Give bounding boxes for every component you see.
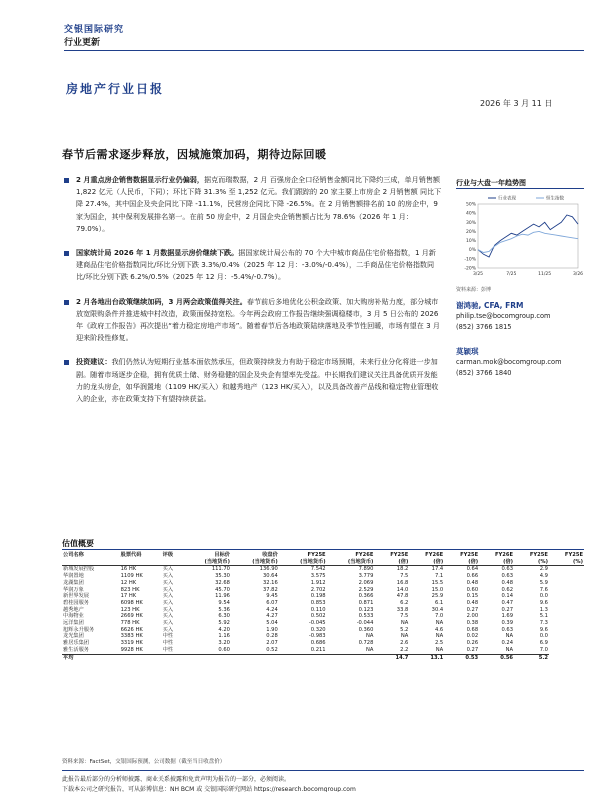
- table-cell: 7.0: [434, 613, 444, 620]
- table-header-cell: 股票代码: [120, 552, 142, 558]
- table-cell: 0.27: [466, 646, 479, 653]
- table-header-cell: 收盘价: [262, 552, 278, 558]
- table-cell: 0.211: [310, 646, 326, 653]
- table-header-cell: 评级: [162, 552, 174, 558]
- table-cell: 0.533: [358, 613, 374, 620]
- table-cell: 136.90: [259, 566, 278, 573]
- table-cell: 0.56: [479, 654, 514, 661]
- table-cell: 1.90: [266, 626, 278, 633]
- table-cell: 买入: [162, 573, 174, 580]
- table-row: [62, 600, 584, 607]
- table-cell: 0.66: [466, 573, 479, 580]
- table-cell: 1.69: [501, 613, 514, 620]
- table-cell: 6.2: [400, 599, 409, 606]
- table-cell: 3.575: [310, 573, 326, 580]
- table-cell: 0.63: [501, 566, 514, 573]
- paragraph-prices: [62, 247, 442, 284]
- table-row: [62, 587, 584, 594]
- table-cell: 中性: [162, 640, 174, 647]
- table-header-unit: (%): [514, 559, 549, 566]
- table-cell: 1.16: [218, 633, 230, 640]
- table-cell: [120, 654, 162, 661]
- table-header-unit: (倍): [374, 559, 409, 566]
- paragraph-policy: [62, 296, 442, 345]
- table-cell: NA: [365, 633, 374, 640]
- x-tick-label: 3/26: [572, 272, 584, 277]
- y-tick-label: 0%: [468, 248, 476, 254]
- table-cell: 2.069: [358, 579, 374, 586]
- table-header-cell: FY25E: [390, 552, 409, 558]
- table-cell: 16 HK: [120, 566, 137, 573]
- analyst-name: 谢鸿驰, CFA, FRM: [456, 301, 524, 310]
- table-cell: 0.110: [310, 606, 326, 613]
- table-cell: 7.0: [539, 646, 548, 653]
- x-tick-label: 3/25: [472, 272, 484, 277]
- y-tick-label: -10%: [464, 257, 476, 263]
- table-cell: 0.26: [466, 640, 479, 647]
- table-cell: [231, 654, 279, 661]
- table-cell: 7.3: [539, 620, 548, 627]
- table-cell: 2669 HK: [120, 613, 143, 620]
- table-row: [62, 580, 584, 587]
- table-cell: 9928 HK: [120, 646, 143, 653]
- table-cell: [162, 654, 184, 661]
- legend-label: 行业表现: [498, 196, 516, 202]
- table-cell: 14.7: [374, 654, 409, 661]
- table-cell: 中海物业: [63, 613, 84, 620]
- table-cell: 0.48: [466, 599, 479, 606]
- table-header-unit: (当地货币): [183, 559, 231, 566]
- table-cell: 0.24: [501, 640, 514, 647]
- table-row: [62, 566, 584, 573]
- paragraph-lead: 国家统计局 2026 年 1 月数据显示房价继续下跌。: [76, 248, 239, 258]
- table-cell: 32.16: [262, 579, 278, 586]
- table-cell: 33.8: [396, 606, 409, 613]
- table-cell: 3.779: [358, 573, 374, 580]
- paragraph-text: 据国家统计局公布的 70 个大中城市商品住宅价格指数，1 月新建商品住宅价格指数同比/环比分别下跌 3.3%/0.4%（2025 年 12 月：-3.0%/-0.4%），二手商品住宅价格指数同比/环比分别下跌 6.2%/0.5%（2025 年 12 月：-5.4%/-0.7%）。: [76, 248, 436, 282]
- table-header-unit: [162, 559, 184, 566]
- analyst-name: 莫颖琪: [456, 347, 479, 356]
- table-cell: NA: [505, 633, 514, 640]
- y-tick-label: 40%: [465, 211, 476, 217]
- table-header-unit: [120, 559, 162, 566]
- table-cell: 5.9: [539, 579, 548, 586]
- chart-title-divider: [456, 188, 584, 189]
- table-header-cell: FY26E: [355, 552, 374, 558]
- table-cell: 123 HK: [120, 606, 140, 613]
- trend-chart: [456, 192, 584, 284]
- table-cell: 15.0: [431, 586, 444, 593]
- table-row: [62, 620, 584, 627]
- table-cell: 45.70: [215, 586, 230, 593]
- table-cell: 32.68: [215, 579, 230, 586]
- table-cell: 远洋集团: [63, 620, 84, 627]
- sector-title: 房地产行业日报: [66, 82, 165, 96]
- table-cell: 0.502: [310, 613, 326, 620]
- table-header-unit: [62, 559, 120, 566]
- table-cell: 新城发展控股: [63, 566, 95, 573]
- table-row: [62, 647, 584, 654]
- table-cell: 2.2: [400, 646, 409, 653]
- table-cell: 6098 HK: [120, 599, 143, 606]
- table-cell: 47.8: [396, 593, 409, 600]
- table-cell: 中性: [162, 633, 174, 640]
- table-cell: 雅生活服务: [63, 646, 89, 653]
- table-cell: 7.5: [400, 613, 409, 620]
- table-header-cell: FY26E: [425, 552, 444, 558]
- table-cell: 龙湖集团: [63, 579, 84, 586]
- table-cell: NA: [435, 620, 444, 627]
- table-cell: 0.68: [466, 626, 479, 633]
- table-header-unit: (当地货币): [279, 559, 327, 566]
- table-cell: 0.0: [539, 593, 548, 600]
- chart-source: 资料来源：彭博: [456, 287, 492, 293]
- table-cell: 778 HK: [120, 620, 140, 627]
- table-header-unit: (当地货币): [231, 559, 279, 566]
- table-cell: 2.529: [358, 586, 374, 593]
- table-source: 资料来源：FactSet，交银国际预测，公司数据（截至当日收盘价）: [62, 759, 226, 765]
- table-cell: NA: [400, 633, 409, 640]
- y-tick-label: -20%: [464, 266, 476, 272]
- table-cell: 16.8: [396, 579, 409, 586]
- analyst-email[interactable]: carman.mok@bocomgroup.com: [456, 358, 562, 366]
- table-cell: 0.123: [358, 606, 374, 613]
- table-cell: 25.9: [431, 593, 444, 600]
- table-cell: 龙光集团: [63, 633, 84, 640]
- table-cell: 中性: [162, 646, 174, 653]
- paragraph-sales: [62, 174, 442, 235]
- bullet-icon: [64, 360, 69, 365]
- table-cell: 0.63: [501, 573, 514, 580]
- table-cell: 9.6: [539, 626, 548, 633]
- table-cell: -0.045: [308, 620, 326, 627]
- table-row: [62, 573, 584, 580]
- table-cell: 3319 HK: [120, 640, 143, 647]
- table-cell: -0.044: [356, 620, 374, 627]
- table-cell: 4.24: [266, 606, 278, 613]
- y-tick-label: 30%: [465, 220, 476, 226]
- table-cell: 9.45: [266, 593, 278, 600]
- table-divider: [62, 549, 584, 550]
- table-cell: 37.82: [262, 586, 278, 593]
- table-cell: 平均: [62, 654, 120, 661]
- legend-label: 恒生指数: [546, 196, 564, 202]
- analyst-block-1: [456, 300, 584, 333]
- table-cell: 买入: [162, 586, 174, 593]
- table-cell: 4.9: [539, 573, 548, 580]
- table-cell: 买入: [162, 620, 174, 627]
- table-cell: 7.6: [539, 586, 548, 593]
- table-row: [62, 627, 584, 634]
- paragraph-text: 我们仍然认为短期行业基本面依然承压，但政策持续发力有助于稳定市场预期，未来行业分化将进一步加剧。随着市场逐步企稳，拥有优质土储、财务稳健的国企及央企有望率先受益。中长期我们建议关注具备优质开发能力的龙头房企，如华润置地（1109 HK/买入）和越秀地产（123 HK/买入），以及具备改善产品线和稳定物业管理收入的企业，亦在政策支持下有望持续获益。: [76, 357, 439, 404]
- table-cell: 823 HK: [120, 586, 140, 593]
- table-cell: NA: [400, 620, 409, 627]
- analyst-block-2: [456, 346, 584, 379]
- table-cell: 30.4: [431, 606, 444, 613]
- table-cell: 5.1: [539, 613, 548, 620]
- table-header-cell: FY26E: [494, 552, 514, 558]
- paragraph-lead: 投资建议：: [76, 357, 112, 367]
- table-cell: 0.360: [358, 626, 374, 633]
- table-cell: [183, 654, 231, 661]
- table-cell: 3.20: [218, 640, 230, 647]
- table-cell: 9.54: [218, 599, 230, 606]
- download-line[interactable]: 下载本公司之研究报告，可从彭博信息：NH BCM 或 交银国际研究网站 https://research.bocomgroup.com: [62, 786, 356, 792]
- table-cell: 新世界发展: [63, 593, 89, 600]
- table-cell: 4.20: [218, 626, 230, 633]
- body-column: [62, 174, 442, 417]
- table-cell: 1109 HK: [120, 573, 143, 580]
- paragraph-text: 据克而瑞数据，2 月 百强房企全口径销售金额同比下降约三成，单月销售额 1,822 亿元（人民币，下同）；环比下降 31.3% 至 1,252 亿元。我们跟踪的 20 家主要上市房企 2 月销售额 同比下降 27.4%，其中国企及央企同比下降 -11.1%，民营房企同比下降 -26.5%。在 2 月销售额排名前 10 的房企中，9 家为国企，其中保利发展排名第一。在前 50 房企中，2 月国企央企销售额占比为 78.6%（2026 年 1 月： 79.0%）。: [76, 175, 442, 233]
- table-cell: 0.48: [466, 579, 479, 586]
- table-cell: 0.62: [501, 586, 514, 593]
- table-header-unit: (%): [549, 559, 584, 566]
- analyst-phone: (852) 3766 1815: [456, 323, 512, 331]
- table-cell: 5.04: [266, 620, 278, 627]
- table-header-unit: (当地货币): [327, 559, 375, 566]
- table-cell: 买入: [162, 606, 174, 613]
- header-divider: [64, 50, 584, 51]
- table-cell: NA: [505, 646, 514, 653]
- table-cell: 14.0: [396, 586, 409, 593]
- table-header-row: [62, 552, 584, 559]
- y-tick-label: 50%: [465, 202, 476, 208]
- table-row: [62, 607, 584, 614]
- table-cell: 4.6: [434, 626, 444, 633]
- table-cell: 0.15: [466, 593, 479, 600]
- table-cell: 旭辉永升服务: [63, 626, 95, 633]
- valuation-table-title: 估值概要: [62, 539, 94, 548]
- x-tick-label: 7/25: [506, 272, 517, 277]
- table-cell: 华润万象: [63, 586, 84, 593]
- table-cell: 9.6: [539, 599, 548, 606]
- table-cell: 6.9: [539, 640, 548, 647]
- analyst-phone: (852) 3766 1840: [456, 369, 512, 377]
- table-cell: 买入: [162, 613, 174, 620]
- table-cell: 18.2: [396, 566, 409, 573]
- table-cell: NA: [435, 633, 444, 640]
- table-cell: [327, 654, 375, 661]
- footer-divider: [62, 770, 584, 771]
- table-cell: 0.198: [310, 593, 326, 600]
- table-header-cell: FY25E: [307, 552, 326, 558]
- table-cell: 0.38: [466, 620, 479, 627]
- report-date: 2026 年 3 月 11 日: [480, 99, 553, 108]
- table-summary-row: [62, 654, 584, 661]
- table-cell: 7.890: [358, 566, 374, 573]
- table-cell: 5.2: [400, 626, 409, 633]
- table-header-cell: FY25E: [529, 552, 548, 558]
- headline: 春节后需求逐步释放，因城施策加码，期待边际回暖: [62, 148, 327, 161]
- paragraph-lead: 2 月重点房企销售数据显示行业仍偏弱，: [76, 175, 204, 184]
- table-header-unit: (倍): [409, 559, 444, 566]
- table-header-cell: 目标价: [214, 552, 230, 558]
- table-header-unit: (倍): [444, 559, 479, 566]
- table-row: [62, 613, 584, 620]
- table-cell: 5.92: [218, 620, 230, 627]
- table-cell: 0.853: [310, 599, 326, 606]
- table-cell: 0.39: [501, 620, 514, 627]
- table-cell: 30.64: [262, 573, 278, 580]
- table-cell: 12 HK: [120, 579, 137, 586]
- paragraph-lead: 2 月各地出台政策继续加码，3 月两会政策值得关注。: [76, 296, 247, 306]
- table-cell: 17.4: [431, 566, 444, 573]
- table-cell: 1.912: [310, 579, 326, 586]
- table-cell: 7.5: [400, 573, 409, 580]
- table-cell: NA: [365, 646, 374, 653]
- bullet-icon: [64, 300, 69, 305]
- paragraph-text: 春节前后多地优化公积金政策、加大购房补贴力度，部分城市放宽限购条件并推进城中村改造，政策面保持宽松。今年两会政府工作报告继续强调稳楼市，3 月 5 日公布的 2026 年《政府工作报告》再次提出“着力稳定房地产市场”。随着春节后各地政策陆续落地及季节性回暖，市场有望在 3 月迎来阶段性修复。: [76, 296, 440, 343]
- table-cell: 0.60: [466, 586, 479, 593]
- table-cell: [279, 654, 327, 661]
- table-cell: -0.983: [308, 633, 326, 640]
- table-cell: 111.70: [211, 566, 230, 573]
- table-cell: 雅居乐集团: [63, 640, 89, 647]
- table-cell: 0.48: [501, 579, 514, 586]
- paragraph-recommendation: [62, 356, 442, 405]
- table-header-cell: 公司名称: [63, 552, 84, 558]
- table-cell: 0.52: [266, 646, 278, 653]
- table-cell: 买入: [162, 599, 174, 606]
- table-cell: 2.00: [466, 613, 479, 620]
- table-cell: 17 HK: [120, 593, 137, 600]
- report-type: 行业更新: [64, 38, 101, 48]
- table-cell: NA: [435, 646, 444, 653]
- table-cell: 2.9: [539, 566, 548, 573]
- table-cell: 0.366: [358, 593, 374, 600]
- y-tick-label: 10%: [465, 239, 476, 245]
- table-cell: 0.27: [466, 606, 479, 613]
- y-tick-label: 20%: [465, 229, 476, 235]
- table-cell: 买入: [162, 566, 174, 573]
- table-cell: 0.871: [358, 599, 374, 606]
- table-cell: 7.1: [434, 573, 444, 580]
- table-cell: 35.30: [215, 573, 230, 580]
- table-cell: 碧桂园服务: [63, 599, 89, 606]
- table-cell: 0.47: [501, 599, 514, 606]
- table-cell: 0.14: [501, 593, 514, 600]
- table-header-cell: FY25E: [564, 552, 583, 558]
- table-cell: 13.1: [409, 654, 444, 661]
- table-cell: 0.64: [466, 566, 479, 573]
- table-header-cell: FY25E: [460, 552, 479, 558]
- table-cell: 2.702: [310, 586, 326, 593]
- table-cell: 6626 HK: [120, 626, 143, 633]
- table-cell: 0.28: [266, 633, 278, 640]
- table-cell: 11.96: [215, 593, 230, 600]
- table-cell: 买入: [162, 626, 174, 633]
- table-cell: 2.5: [434, 640, 444, 647]
- table-cell: 15.5: [431, 579, 444, 586]
- table-cell: 2.6: [400, 640, 409, 647]
- table-cell: 华润置地: [63, 573, 84, 580]
- table-cell: 5.36: [218, 606, 230, 613]
- table-cell: 0.27: [501, 606, 514, 613]
- table-cell: 6.07: [266, 599, 278, 606]
- table-cell: 5.2: [514, 654, 549, 661]
- table-cell: 0.02: [466, 633, 479, 640]
- valuation-table: [62, 552, 584, 661]
- analyst-email[interactable]: philip.tse@bocomgroup.com: [456, 312, 551, 320]
- x-tick-label: 11/25: [538, 272, 552, 277]
- table-row: [62, 593, 584, 600]
- table-cell: 6.1: [434, 599, 444, 606]
- table-header-unit: (倍): [479, 559, 514, 566]
- table-cell: 0.60: [218, 646, 230, 653]
- table-cell: 越秀地产: [63, 606, 84, 613]
- bullet-icon: [64, 251, 69, 256]
- table-row: [62, 640, 584, 647]
- table-cell: 3383 HK: [120, 633, 143, 640]
- table-cell: 买入: [162, 579, 174, 586]
- table-cell: 0.53: [444, 654, 479, 661]
- table-cell: 4.27: [266, 613, 278, 620]
- table-cell: 6.30: [218, 613, 230, 620]
- table-cell: 0.320: [310, 626, 326, 633]
- brand-logo: 交银国际研究: [64, 25, 125, 35]
- table-cell: 0.63: [501, 626, 514, 633]
- table-cell: 0.0: [539, 633, 548, 640]
- chart-title: 行业与大盘一年趋势图: [456, 179, 526, 187]
- table-cell: 0.686: [310, 640, 326, 647]
- table-cell: 2.07: [266, 640, 278, 647]
- table-cell: 7.542: [310, 566, 326, 573]
- table-row: [62, 633, 584, 640]
- table-header-units-row: [62, 559, 584, 566]
- table-cell: 0.728: [358, 640, 374, 647]
- disclaimer-line: 此报告最后部分的分析师披露、商业关系披露和免责声明为报告的一部分，必须阅读。: [62, 776, 291, 783]
- table-cell: 1.3: [539, 606, 548, 613]
- bullet-icon: [64, 178, 69, 183]
- table-cell: 买入: [162, 593, 174, 600]
